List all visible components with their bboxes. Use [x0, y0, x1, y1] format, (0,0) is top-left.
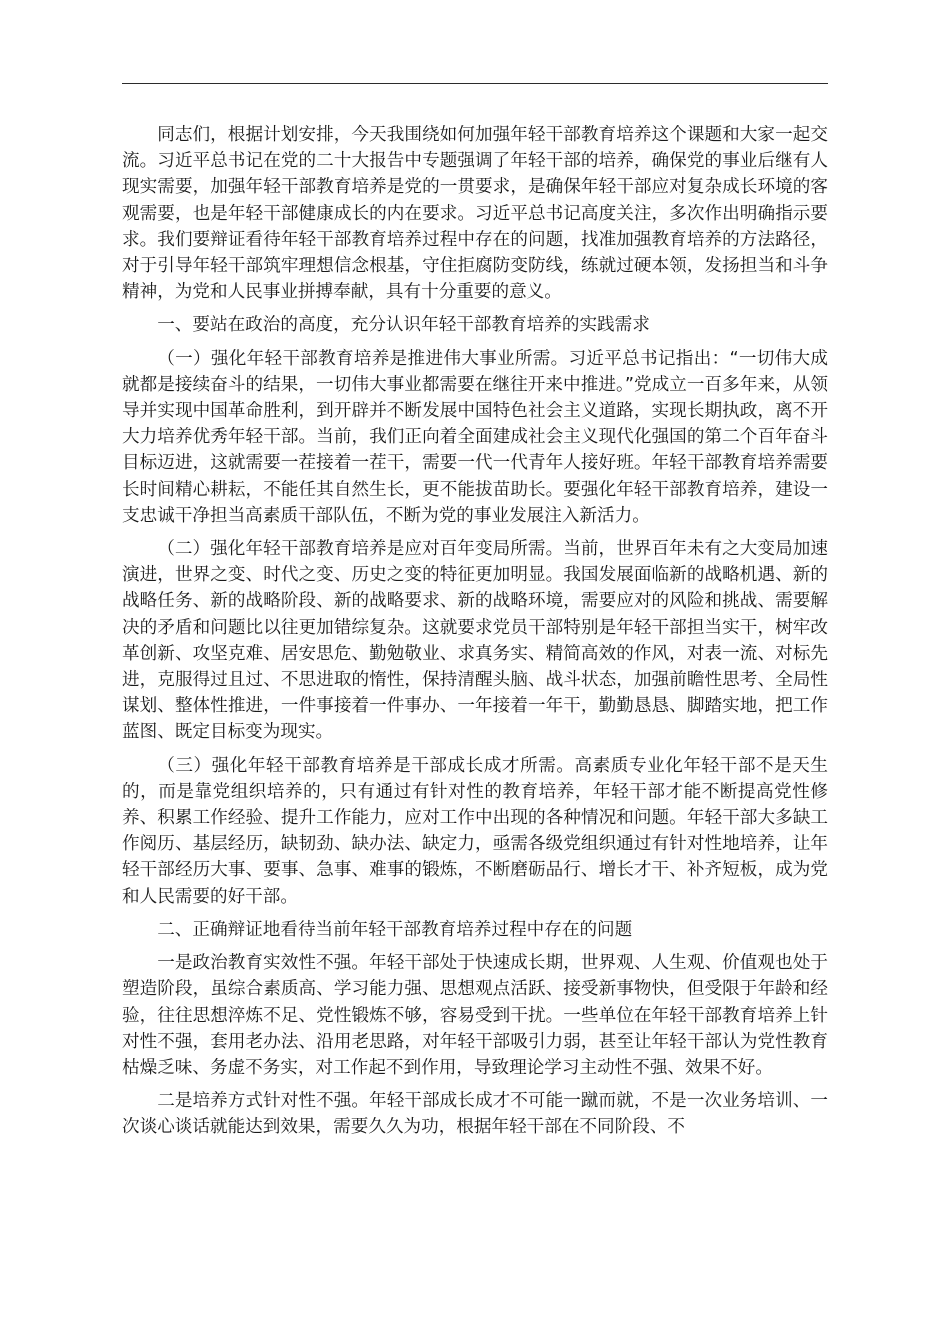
subsection-paragraph-3: （三）强化年轻干部教育培养是干部成长成才所需。高素质专业化年轻干部不是天生的，而是靠党组织培养的，只有通过有针对性的教育培养，年轻干部才能不断提高党性修养、积累工作经验、提升工作能力，应对工作中出现的各种情况和问题。年轻干部大多缺工作阅历、基层经历，缺韧劲、缺办法、缺定力，亟需各级党组织通过有针对性地培养，让年轻干部经历大事、要事、急事、难事的锻炼，不断磨砺品行、增长才干、补齐短板，成为党和人民需要的好干部。: [122, 755, 828, 907]
document-body: [122, 122, 828, 1148]
section-heading-2: 二、正确辩证地看待当前年轻干部教育培养过程中存在的问题: [157, 919, 633, 940]
subsection-paragraph-2: （二）强化年轻干部教育培养是应对百年变局所需。当前，世界百年未有之大变局加速演进，世界之变、时代之变、历史之变的特征更加明显。我国发展面临新的战略机遇、新的战略任务、新的战略阶段、新的战略要求、新的战略环境，需要应对的风险和挑战、需要解决的矛盾和问题比以往更加错综复杂。这就要求党员干部特别是年轻干部担当实干，树牢改革创新、攻坚克难、居安思危、勤勉敬业、求真务实、精简高效的作风，对表一流、对标先进，克服得过且过、不思进取的惰性，保持清醒头脑、战斗状态，加强前瞻性思考、全局性谋划、整体性推进，一件事接着一件事办、一年接着一年干，勤勤恳恳、脚踏实地，把工作蓝图、既定目标变为现实。: [122, 539, 828, 743]
subsection-paragraph-1: （一）强化年轻干部教育培养是推进伟大事业所需。习近平总书记指出：“一切伟大成就都是接续奋斗的结果，一切伟大事业都需要在继往开来中推进。”党成立一百多年来，从领导并实现中国革命胜利，到开辟并不断发展中国特色社会主义道路，实现长期执政，离不开大力培养优秀年轻干部。当前，我们正向着全面建成社会主义现代化强国的第二个百年奋斗目标迈进，这就需要一茬接着一茬干，需要一代一代青年人接好班。年轻干部教育培养需要长时间精心耕耘，不能任其自然生长，更不能拔苗助长。要强化年轻干部教育培养，建设一支忠诚干净担当高素质干部队伍，不断为党的事业发展注入新活力。: [122, 348, 828, 526]
intro-paragraph: 同志们，根据计划安排，今天我围绕如何加强年轻干部教育培养这个课题和大家一起交流。习近平总书记在党的二十大报告中专题强调了年轻干部的培养，确保党的事业后继有人现实需要，加强年轻干部教育培养是党的一贯要求，是确保年轻干部应对复杂成长环境的客观需要，也是年轻干部健康成长的内在要求。习近平总书记高度关注，多次作出明确指示要求。我们要辩证看待年轻干部教育培养过程中存在的问题，找准加强教育培养的方法路径，对于引导年轻干部筑牢理想信念根基，守住拒腐防变防线，练就过硬本领，发扬担当和斗争精神，为党和人民事业拼搏奉献，具有十分重要的意义。: [122, 125, 828, 303]
problem-paragraph-2: 二是培养方式针对性不强。年轻干部成长成才不可能一蹴而就，不是一次业务培训、一次谈心谈话就能达到效果，需要久久为功，根据年轻干部在不同阶段、不: [122, 1091, 828, 1138]
section-heading-1: 一、要站在政治的高度，充分认识年轻干部教育培养的实践需求: [157, 315, 650, 336]
header-rule: [122, 83, 828, 84]
problem-paragraph-1: 一是政治教育实效性不强。年轻干部处于快速成长期，世界观、人生观、价值观也处于塑造阶段，虽综合素质高、学习能力强、思想观点活跃、接受新事物快，但受限于年龄和经验，往往思想淬炼不足、党性锻炼不够，容易受到干扰。一些单位在年轻干部教育培养上针对性不强，套用老办法、沿用老思路，对年轻干部吸引力弱，甚至让年轻干部认为党性教育枯燥乏味、务虚不务实，对工作起不到作用，导致理论学习主动性不强、效果不好。: [122, 953, 828, 1078]
